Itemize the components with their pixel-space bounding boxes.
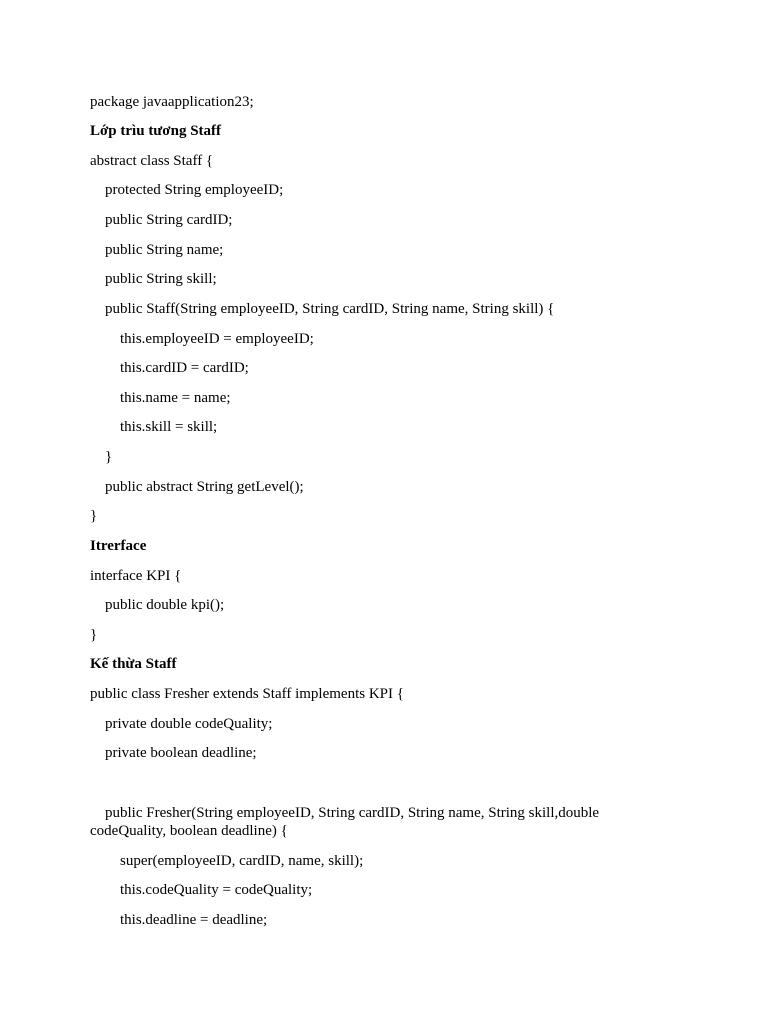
code-line: this.employeeID = employeeID; xyxy=(120,331,314,347)
code-line: codeQuality, boolean deadline) { xyxy=(90,823,288,839)
code-line: public abstract String getLevel(); xyxy=(105,479,304,495)
code-line: public String name; xyxy=(105,242,224,258)
code-line: this.cardID = cardID; xyxy=(120,360,249,376)
code-line: abstract class Staff { xyxy=(90,153,214,169)
package-declaration: package javaapplication23; xyxy=(90,94,254,110)
code-line: protected String employeeID; xyxy=(105,182,284,198)
code-line: private boolean deadline; xyxy=(105,745,257,761)
code-line: this.codeQuality = codeQuality; xyxy=(120,882,313,898)
code-line: public Staff(String employeeID, String cardID, String name, String skill) { xyxy=(105,301,555,317)
section-heading-inheritance: Kế thừa Staff xyxy=(90,656,177,672)
code-line: this.deadline = deadline; xyxy=(120,912,268,928)
code-line: super(employeeID, cardID, name, skill); xyxy=(120,853,364,869)
code-line: this.skill = skill; xyxy=(120,419,218,435)
code-line: this.name = name; xyxy=(120,390,231,406)
section-heading-interface: Itrerface xyxy=(90,538,147,554)
section-heading-abstract-class: Lớp trìu tương Staff xyxy=(90,123,222,139)
code-line: } xyxy=(90,627,98,643)
code-line: public double kpi(); xyxy=(105,597,225,613)
code-line: } xyxy=(90,508,98,524)
code-line: public Fresher(String employeeID, String cardID, String name, String skill,double xyxy=(105,805,600,821)
code-line: interface KPI { xyxy=(90,568,182,584)
code-line: public class Fresher extends Staff implements KPI { xyxy=(90,686,404,702)
code-line: public String cardID; xyxy=(105,212,233,228)
code-line: private double codeQuality; xyxy=(105,716,273,732)
code-line: public String skill; xyxy=(105,271,217,287)
code-line: } xyxy=(105,449,113,465)
